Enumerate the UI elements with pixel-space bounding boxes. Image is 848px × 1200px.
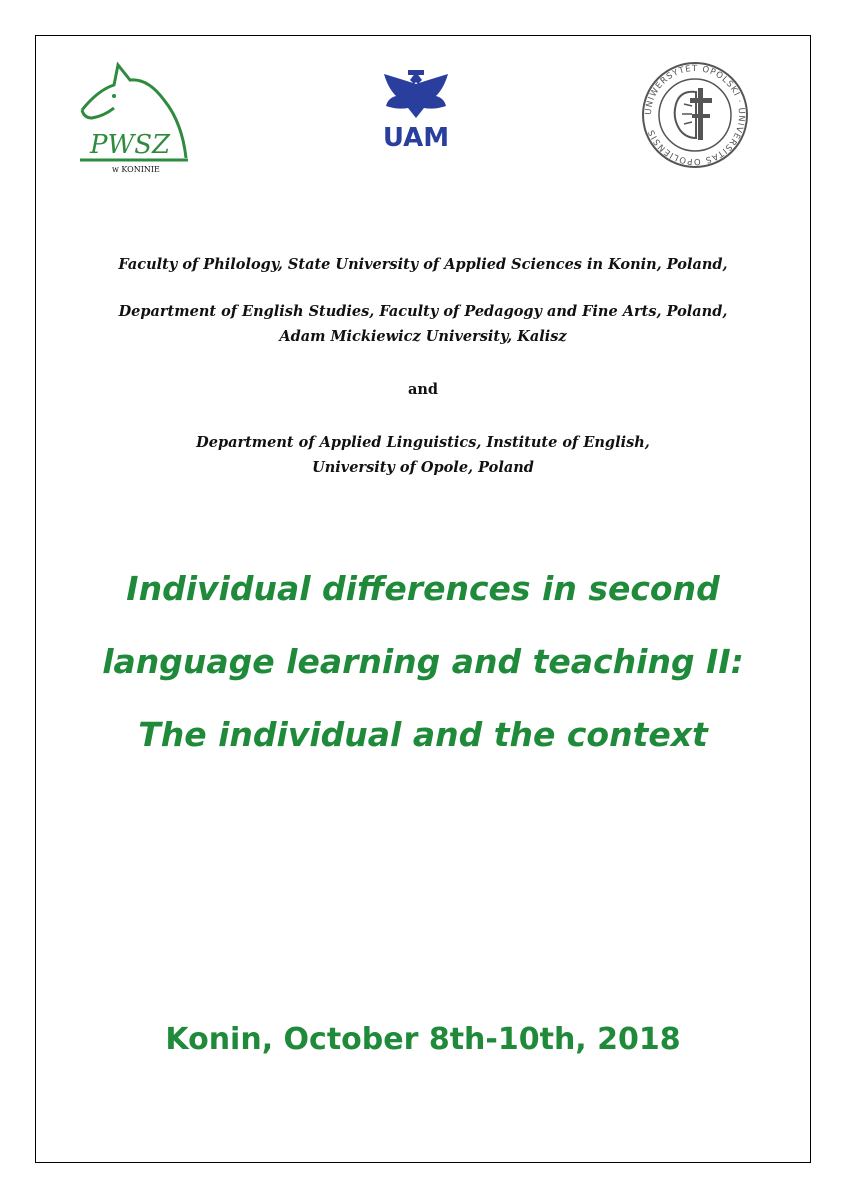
title-line-1: Individual differences in second [126, 569, 720, 608]
uam-logo [378, 66, 454, 152]
svg-text:UAM: UAM [382, 123, 450, 152]
organizer-konin: Faculty of Philology, State University of Applied Sciences in Konin, Poland, [118, 256, 728, 273]
svg-text:PWSZ: PWSZ [90, 130, 171, 160]
svg-text:UNIWERSYTET OPOLSKI · UNIVERSI: UNIWERSYTET OPOLSKI · UNIVERSITAS OPOLIENSIS [643, 63, 747, 167]
organizer-uam-line1: Department of English Studies, Faculty of Pedagogy and Fine Arts, Poland, [118, 303, 728, 320]
conjunction-and: and [407, 381, 439, 398]
title-line-3: The individual and the context [138, 715, 708, 754]
place-and-date: Konin, October 8th-10th, 2018 [165, 1022, 681, 1057]
organizer-opole-line1: Department of Applied Linguistics, Institute of English, [196, 434, 650, 451]
conference-title [36, 552, 810, 771]
organizer-uam-line2: Adam Mickiewicz University, Kalisz [279, 328, 567, 345]
pwsz-konin-logo [78, 60, 193, 175]
university-of-opole-seal [640, 60, 750, 170]
title-line-2: language learning and teaching II: [102, 642, 744, 681]
svg-text:w KONINIE: w KONINIE [112, 165, 160, 174]
organizer-opole-line2: University of Opole, Poland [312, 459, 534, 476]
organizers-block [36, 252, 810, 480]
